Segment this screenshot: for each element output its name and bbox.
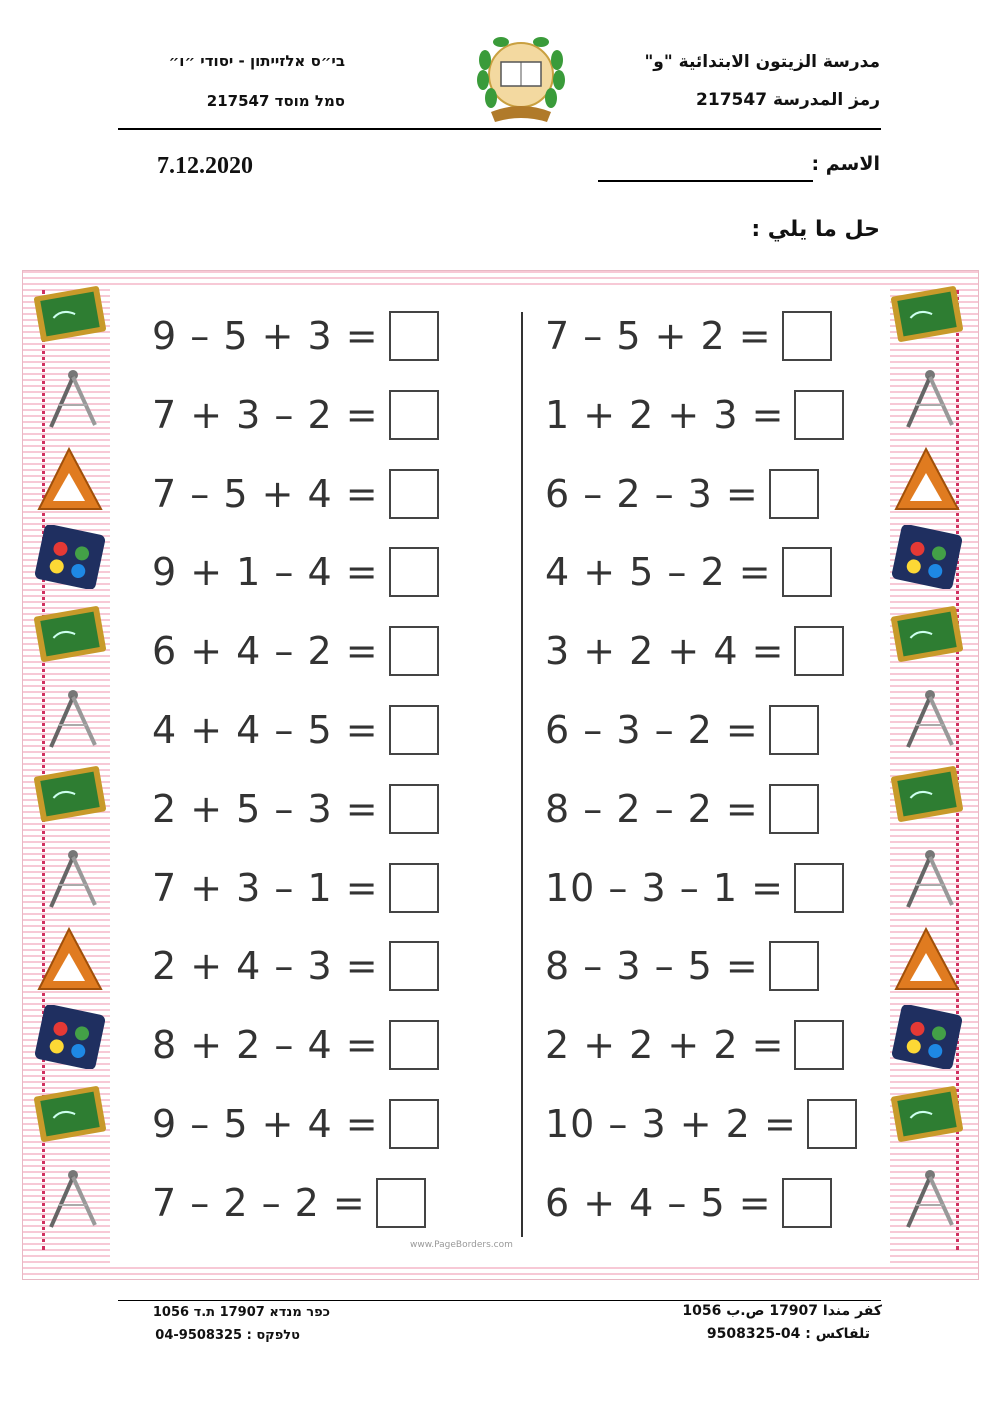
triangle-ruler-icon <box>890 445 964 520</box>
triangle-ruler-icon <box>890 925 964 1000</box>
name-blank-line[interactable] <box>598 180 813 182</box>
answer-box[interactable] <box>389 784 439 834</box>
answer-box[interactable] <box>389 941 439 991</box>
answer-box[interactable] <box>376 1178 426 1228</box>
school-name-hebrew: בי״ס אלזייתון - יסודי ״ו״ <box>168 52 345 70</box>
answer-box[interactable] <box>794 863 844 913</box>
chalkboard-icon <box>890 285 964 348</box>
equation-text: 9 + 1 – 4 = <box>152 550 379 595</box>
right-equation-row <box>545 705 819 755</box>
calculator-icon <box>890 1005 964 1074</box>
answer-box[interactable] <box>807 1099 857 1149</box>
equation-text: 6 + 4 – 2 = <box>152 629 379 674</box>
equation-text: 8 + 2 – 4 = <box>152 1023 379 1068</box>
answer-box[interactable] <box>794 626 844 676</box>
triangle-ruler-icon <box>33 445 107 520</box>
footer-address-hebrew: כפר מנדא 17907 ת.ד 1056 <box>152 1305 330 1320</box>
right-equation-row <box>545 863 844 913</box>
equation-text: 2 + 4 – 3 = <box>152 944 379 989</box>
calculator-icon <box>33 1005 107 1074</box>
left-equation-row <box>152 1178 426 1228</box>
equation-text: 6 + 4 – 5 = <box>545 1180 772 1225</box>
equation-text: 9 – 5 + 4 = <box>152 1102 379 1146</box>
calculator-icon <box>33 525 107 594</box>
name-label: الاسم : <box>811 153 880 175</box>
answer-box[interactable] <box>794 1020 844 1070</box>
answer-box[interactable] <box>389 863 439 913</box>
equation-text: 8 – 2 – 2 = <box>545 786 759 831</box>
chalkboard-icon <box>890 605 964 668</box>
left-equation-row <box>152 469 439 519</box>
compass-icon <box>890 685 964 760</box>
instruction-text: حل ما يلي : <box>751 217 880 242</box>
equation-text: 7 – 5 + 2 = <box>545 314 772 358</box>
equation-text: 10 – 3 – 1 = <box>545 865 784 910</box>
decoration-column-right <box>890 285 970 1265</box>
school-code-arabic: رمز المدرسة 217547 <box>696 90 880 110</box>
left-equation-row <box>152 311 439 361</box>
left-equation-row <box>152 784 439 834</box>
left-equation-row <box>152 1099 439 1149</box>
chalkboard-icon <box>33 605 107 668</box>
right-equation-row <box>545 784 819 834</box>
footer-address-arabic: كفر مندا 17907 ص.ب 1056 <box>682 1303 882 1319</box>
school-logo <box>471 30 571 130</box>
answer-box[interactable] <box>389 547 439 597</box>
equation-text: 9 – 5 + 3 = <box>152 314 379 358</box>
right-equation-row <box>545 941 819 991</box>
column-divider <box>521 312 523 1237</box>
answer-box[interactable] <box>389 626 439 676</box>
answer-box[interactable] <box>389 311 439 361</box>
chalkboard-icon <box>33 285 107 348</box>
site-watermark: www.PageBorders.com <box>410 1240 513 1250</box>
chalkboard-icon <box>890 1085 964 1148</box>
answer-box[interactable] <box>769 469 819 519</box>
chalkboard-icon <box>33 765 107 828</box>
right-equation-row <box>545 1099 857 1149</box>
left-equation-row <box>152 390 439 440</box>
left-equation-row <box>152 863 439 913</box>
footer-divider <box>118 1300 881 1301</box>
school-code-hebrew: סמל מוסד 217547 <box>206 92 345 110</box>
compass-icon <box>33 685 107 760</box>
left-equation-row <box>152 941 439 991</box>
equation-text: 7 + 3 – 2 = <box>152 392 379 437</box>
answer-box[interactable] <box>389 1020 439 1070</box>
compass-icon <box>890 845 964 920</box>
equation-text: 10 – 3 + 2 = <box>545 1102 797 1146</box>
equation-text: 7 – 5 + 4 = <box>152 471 379 516</box>
right-equation-row <box>545 311 832 361</box>
right-equation-row <box>545 469 819 519</box>
calculator-icon <box>890 525 964 594</box>
compass-icon <box>33 365 107 440</box>
equation-text: 4 + 4 – 5 = <box>152 708 379 752</box>
equation-text: 8 – 3 – 5 = <box>545 944 759 989</box>
equation-text: 7 + 3 – 1 = <box>152 865 379 910</box>
right-equation-row <box>545 626 844 676</box>
decoration-column-left <box>33 285 113 1265</box>
answer-box[interactable] <box>769 705 819 755</box>
answer-box[interactable] <box>782 1178 832 1228</box>
compass-icon <box>890 1165 964 1240</box>
footer-fax-hebrew: טלפקס : 04-9508325 <box>155 1328 300 1343</box>
equation-text: 6 – 2 – 3 = <box>545 471 759 516</box>
equation-text: 1 + 2 + 3 = <box>545 392 785 437</box>
right-equation-row <box>545 1178 832 1228</box>
footer-fax-arabic: تلفاكس : 04-9508325 <box>706 1326 870 1342</box>
answer-box[interactable] <box>782 547 832 597</box>
answer-box[interactable] <box>782 311 832 361</box>
compass-icon <box>33 1165 107 1240</box>
answer-box[interactable] <box>389 469 439 519</box>
equation-text: 2 + 2 + 2 = <box>545 1023 785 1068</box>
chalkboard-icon <box>33 1085 107 1148</box>
answer-box[interactable] <box>389 390 439 440</box>
compass-icon <box>33 845 107 920</box>
answer-box[interactable] <box>769 784 819 834</box>
header-divider <box>118 128 881 130</box>
left-equation-row <box>152 1020 439 1070</box>
answer-box[interactable] <box>794 390 844 440</box>
worksheet-date: 7.12.2020 <box>157 153 253 179</box>
answer-box[interactable] <box>769 941 819 991</box>
equation-text: 7 – 2 – 2 = <box>152 1180 366 1225</box>
answer-box[interactable] <box>389 705 439 755</box>
compass-icon <box>890 365 964 440</box>
right-equation-row <box>545 390 844 440</box>
left-equation-row <box>152 547 439 597</box>
answer-box[interactable] <box>389 1099 439 1149</box>
right-equation-row <box>545 547 832 597</box>
equation-text: 3 + 2 + 4 = <box>545 629 785 674</box>
equation-text: 6 – 3 – 2 = <box>545 708 759 752</box>
equation-text: 4 + 5 – 2 = <box>545 550 772 595</box>
triangle-ruler-icon <box>33 925 107 1000</box>
left-equation-row <box>152 626 439 676</box>
equation-text: 2 + 5 – 3 = <box>152 786 379 831</box>
chalkboard-icon <box>890 765 964 828</box>
school-name-arabic: مدرسة الزيتون الابتدائية "و" <box>644 52 880 72</box>
left-equation-row <box>152 705 439 755</box>
right-equation-row <box>545 1020 844 1070</box>
